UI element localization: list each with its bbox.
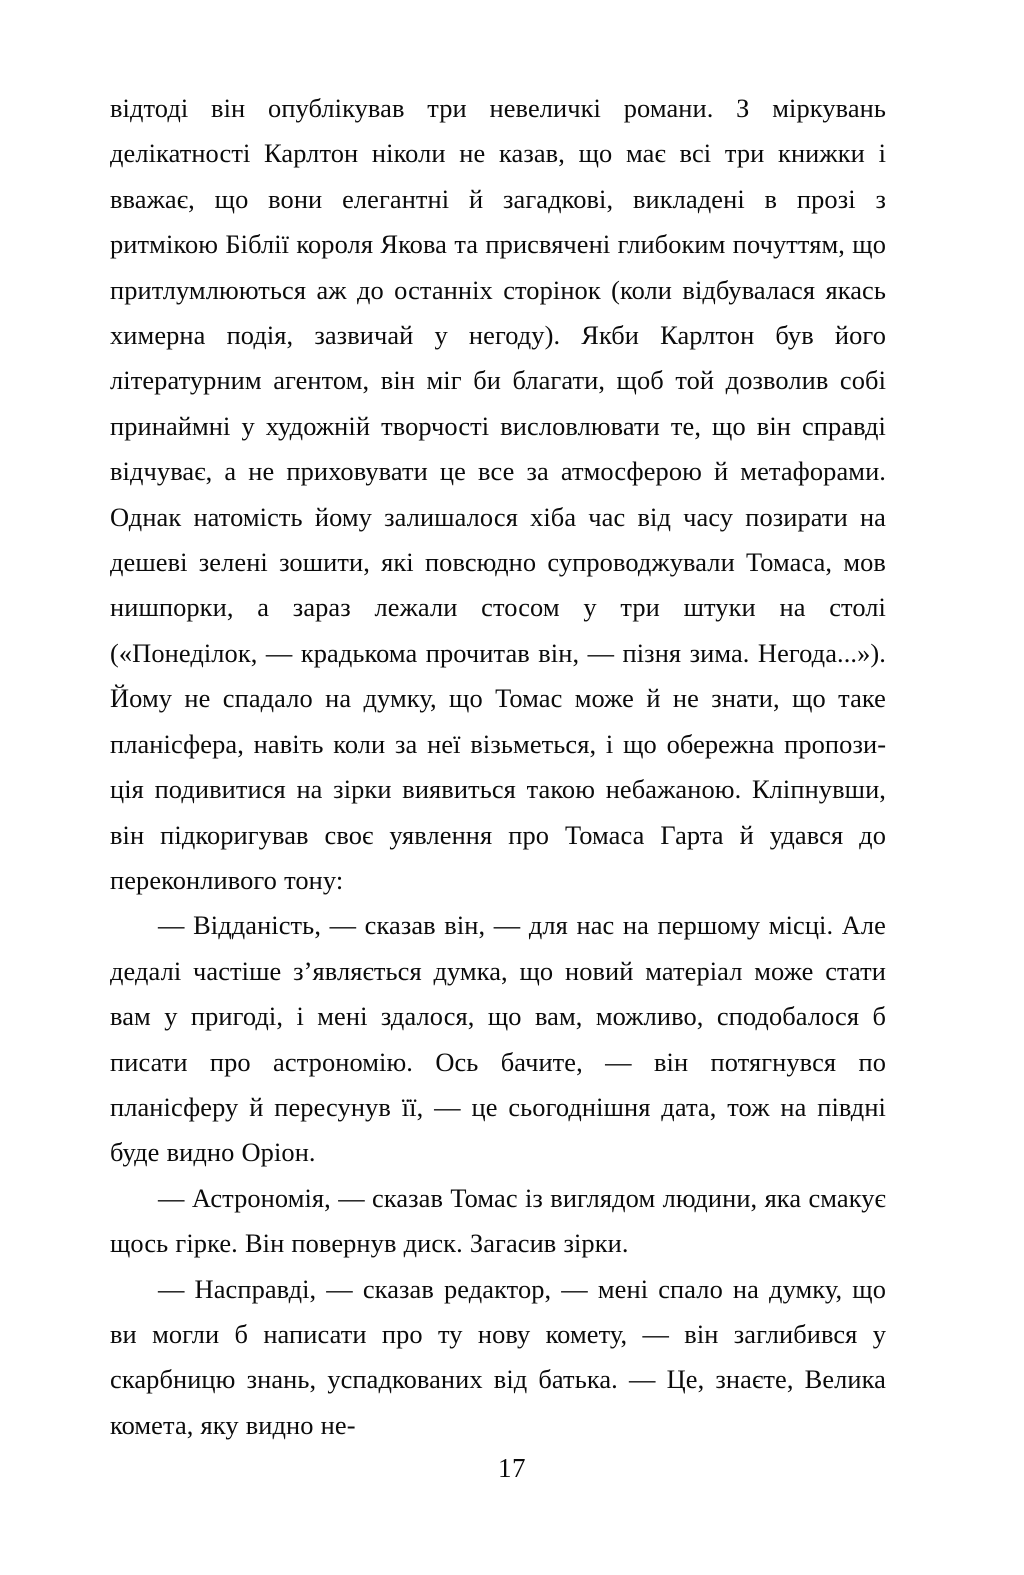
body-text-column xyxy=(110,86,886,1448)
paragraph-1: відтоді він опублікував три невеличкі романи. З міркувань делікатності Карлтон ніколи не казав, що має всі три книжки і вважає, що вони елегантні й загадкові, викладені в прозі з ритмікою Біблії короля Якова та присвячені глибоким почуттям, що притлумлюються аж до останніх сторінок (коли відбувалася якась химерна подія, зазвичай у негоду). Якби Карлтон був його літературним агентом, він міг би благати, щоб той дозволив собі принаймні у художній творчості висловлювати те, що він справді відчуває, а не приховувати це все за атмосферою й метафорами. Однак натомість йому залишалося хіба час від часу позирати на дешеві зелені зошити, які повсюдно супроводжували Томаса, мов нишпорки, а зараз лежали стосом у три штуки на столі («Понеділок, — крадькома прочитав він, — пізня зима. Негода...»). Йому не спадало на думку, що Томас може й не знати, що таке планісфера, навіть коли за неї візьметься, і що обережна пропозиція подивитися на зірки виявиться такою небажаною. Кліпнувши, він підкоригував своє уявлення про Томаса Гарта й удався до переконливого тону: xyxy=(110,93,886,895)
paragraph-4: — Насправді, — сказав редактор, — мені спало на думку, що ви могли б написати про ту нову комету, — він заглибився у скарбницю знань, успадкованих від батька. — Це, знаєте, Велика комета, яку видно не- xyxy=(110,1273,886,1440)
paragraph-3: — Астрономія, — сказав Томас із виглядом людини, яка смакує щось гірке. Він повернув диск. Загасив зірки. xyxy=(110,1182,886,1259)
page-number: 17 xyxy=(498,1453,526,1483)
paragraph-2: — Відданість, — сказав він, — для нас на першому місці. Але дедалі частіше з’являється думка, що новий матеріал може стати вам у пригоді, і мені здалося, що вам, можливо, сподобалося б писати про астрономію. Ось бачите, — він потягнувся по планісферу й пересунув її, — це сьогоднішня дата, тож на півдні буде видно Оріон. xyxy=(110,910,886,1168)
